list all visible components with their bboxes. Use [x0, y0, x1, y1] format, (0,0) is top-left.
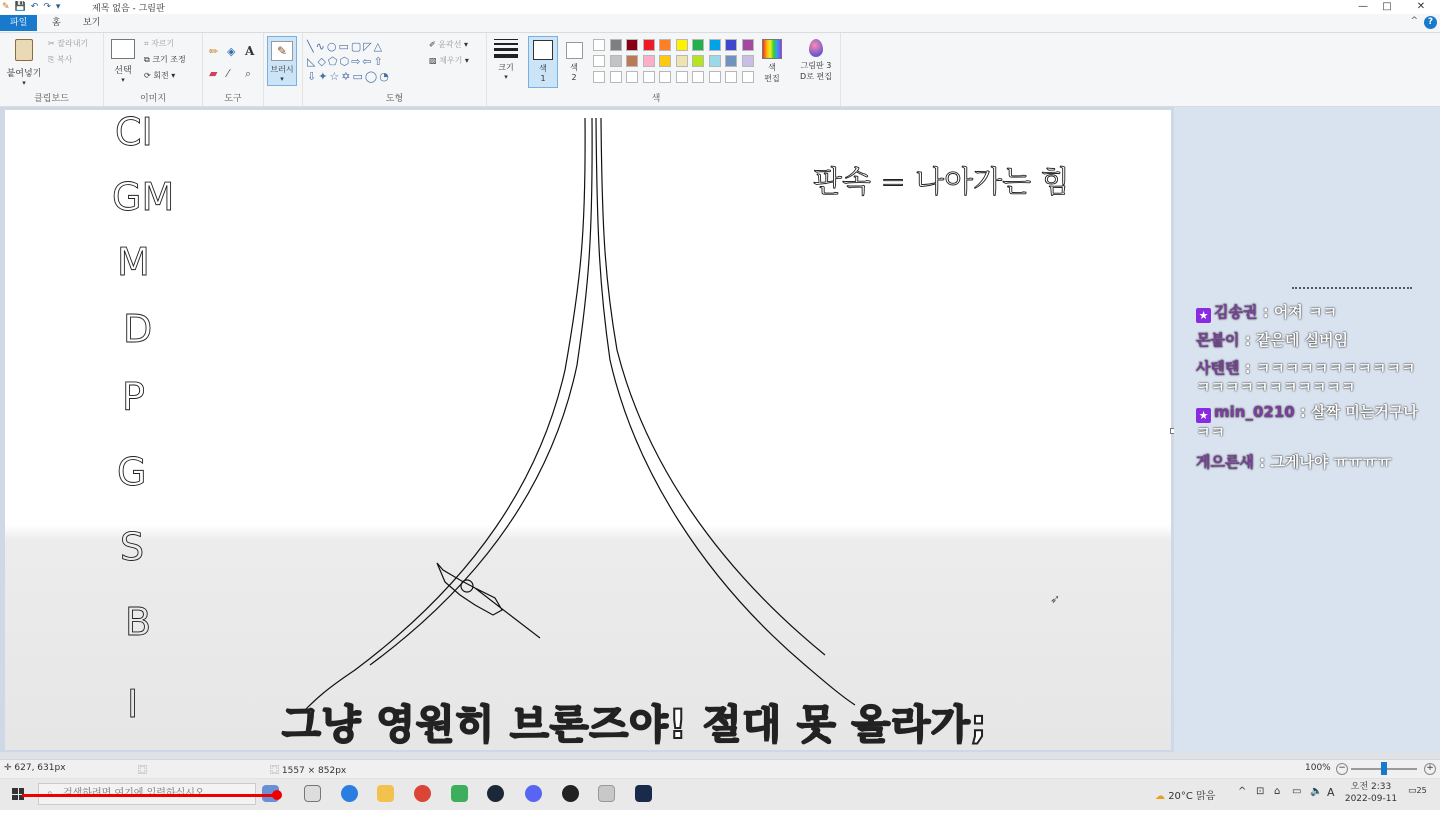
zoom-in-button[interactable]: + — [1424, 763, 1436, 775]
shapes-gallery[interactable] — [307, 39, 425, 85]
notification-button[interactable]: ▭25 — [1408, 786, 1427, 796]
chat-username: 사텐텐 — [1196, 359, 1240, 377]
selection-rectangle-icon — [111, 39, 135, 59]
cut-button[interactable]: ✂ 잘라내기 — [48, 39, 89, 48]
title-bar — [0, 0, 1440, 15]
color1-swatch — [533, 40, 553, 60]
palette-swatch[interactable] — [709, 71, 721, 83]
video-progress-handle[interactable] — [272, 790, 282, 800]
brush-icon: ✎ — [271, 41, 293, 61]
brushes-group — [264, 33, 303, 106]
size-group — [487, 33, 525, 106]
subscriber-badge-icon: ★ — [1196, 308, 1211, 323]
palette-swatch[interactable] — [593, 55, 605, 67]
fill-bucket-icon[interactable]: ◈ — [227, 45, 236, 58]
clock[interactable]: 오전 2:33 2022-09-11 — [1344, 782, 1398, 804]
chat-username: 김송권 — [1214, 303, 1258, 321]
chat-text: : 같은데 실버임 — [1239, 331, 1349, 349]
chat-username: 몬붙이 — [1196, 331, 1240, 349]
redo-icon[interactable]: ↷ — [43, 2, 51, 12]
eraser-icon[interactable]: ▰ — [209, 67, 218, 80]
edit-colors-button[interactable]: 색 편집 — [758, 39, 786, 84]
tools-group — [203, 33, 264, 106]
status-bar — [0, 759, 1440, 778]
obs-icon[interactable] — [562, 785, 579, 802]
palette-swatch[interactable] — [610, 71, 622, 83]
color-picker-icon[interactable]: ⁄ — [227, 67, 229, 80]
rank-letter: G — [117, 450, 147, 494]
clipboard-icon — [15, 39, 33, 61]
shape-row-3-icons: ⇩✦☆✡▭◯◔ — [307, 70, 391, 83]
palette-swatch[interactable] — [676, 55, 688, 67]
clipboard-group — [0, 33, 104, 106]
palette-swatch[interactable] — [659, 39, 671, 51]
magnifier-icon[interactable]: ⌕ — [245, 67, 252, 80]
crop-button[interactable]: ⌗ 자르기 — [144, 39, 175, 48]
edge-browser-icon[interactable] — [341, 785, 358, 802]
chat-text: : ㅋㅋㅋㅋㅋㅋㅋㅋㅋㅋㅋㅋㅋㅋㅋㅋㅋㅋㅋㅋㅋㅋ — [1196, 359, 1416, 396]
palette-swatch[interactable] — [709, 39, 721, 51]
copy-button[interactable]: ⎘ 복사 — [48, 55, 73, 64]
tab-home[interactable]: 홈 — [52, 18, 61, 28]
select-button[interactable]: 선택 ▾ — [110, 39, 136, 84]
chat-truncated-line — [1292, 287, 1412, 292]
text-tool-icon[interactable]: A — [245, 44, 255, 58]
rotate-icon: ⟳ — [144, 71, 154, 80]
video-progress-bar[interactable] — [22, 794, 277, 797]
tray-chevron-icon[interactable]: ^ — [1238, 786, 1247, 797]
doodle-car — [437, 563, 540, 638]
help-button[interactable]: ? — [1424, 16, 1437, 29]
zoom-out-button[interactable]: − — [1336, 763, 1348, 775]
palette-swatch[interactable] — [692, 39, 704, 51]
maximize-button[interactable]: □ — [1382, 1, 1392, 12]
palette-swatch[interactable] — [742, 39, 754, 51]
zoom-level: 100% — [1305, 763, 1331, 773]
customize-icon[interactable]: ▾ — [55, 2, 61, 12]
clipboard-label: 클립보드 — [34, 94, 69, 104]
palette-swatch[interactable] — [610, 55, 622, 67]
weather-widget[interactable]: ☁ 20°C 맑음 — [1155, 791, 1216, 802]
palette-swatch[interactable] — [593, 39, 605, 51]
color2-button[interactable]: 색 2 — [562, 39, 586, 87]
crosshair-icon: ✛ — [4, 763, 15, 773]
file-explorer-icon[interactable] — [377, 785, 394, 802]
drawing-layer — [5, 110, 1171, 750]
colors-group — [526, 33, 841, 106]
quick-access-toolbar — [2, 1, 60, 13]
shapes-label: 도형 — [385, 94, 404, 104]
rank-letter: I — [127, 682, 139, 726]
palette-swatch[interactable] — [692, 71, 704, 83]
chevron-down-icon: ▾ — [504, 73, 508, 81]
chat-message — [1196, 359, 1421, 397]
colors-label: 색 — [651, 94, 661, 104]
outline-icon: ✐ — [429, 40, 439, 49]
task-view-icon[interactable] — [304, 785, 321, 802]
fill-icon: ▨ — [429, 56, 440, 65]
palette-swatch[interactable] — [742, 55, 754, 67]
palette-swatch[interactable] — [659, 55, 671, 67]
line-width-icon — [494, 39, 518, 58]
palette-swatch[interactable] — [725, 39, 737, 51]
rank-letter: B — [125, 600, 152, 644]
chevron-down-icon: ▾ — [22, 79, 26, 87]
discord-icon[interactable] — [525, 785, 542, 802]
chevron-down-icon: ▾ — [121, 76, 125, 84]
outline-button[interactable]: ✐ 윤곽선 ▾ — [429, 40, 468, 49]
paste-button[interactable]: 붙여넣기 ▾ — [4, 37, 44, 89]
tab-file[interactable]: 파일 — [0, 15, 37, 31]
crop-icon: ⌗ — [144, 39, 152, 48]
curve-right-outer — [601, 118, 825, 655]
subscriber-badge-icon: ★ — [1196, 408, 1211, 423]
volume-icon[interactable]: 🔈 — [1310, 786, 1323, 797]
pencil-icon[interactable]: ✏ — [209, 45, 219, 58]
image-label: 이미지 — [139, 94, 167, 104]
chrome-browser-icon[interactable] — [414, 785, 431, 802]
chevron-down-icon: ▾ — [280, 75, 284, 83]
zoom-slider-thumb[interactable] — [1381, 762, 1387, 775]
paint-app-taskbar-icon[interactable] — [598, 785, 615, 802]
rank-letter: M — [117, 240, 150, 284]
color1-button[interactable]: 색 1 — [528, 36, 558, 88]
chat-panel — [1174, 107, 1440, 752]
resize-icon: ⧉ — [144, 55, 153, 64]
video-subtitle: 그냥 영원히 브론즈야! 절대 못 올라가; — [282, 702, 988, 748]
curve-right-inner — [596, 118, 855, 705]
steam-icon[interactable] — [487, 785, 504, 802]
palette-swatch[interactable] — [610, 39, 622, 51]
chat-text: : 어져 ㅋㅋ — [1257, 303, 1338, 321]
display-icon[interactable]: ▭ — [1292, 786, 1302, 797]
chat-message — [1196, 453, 1421, 472]
palette-swatch[interactable] — [725, 55, 737, 67]
palette-swatch[interactable] — [709, 55, 721, 67]
palette-swatch[interactable] — [643, 55, 655, 67]
close-button[interactable]: ✕ — [1416, 1, 1426, 12]
palette-swatch[interactable] — [643, 39, 655, 51]
curve-left-inner — [370, 118, 592, 665]
palette-swatch[interactable] — [626, 71, 638, 83]
palette-swatch[interactable] — [676, 39, 688, 51]
canvas-workspace — [0, 107, 1174, 752]
ribbon — [0, 33, 1440, 107]
tab-view[interactable]: 보기 — [83, 18, 101, 28]
rank-letter: D — [123, 307, 153, 351]
size-button[interactable]: 크기 ▾ — [491, 39, 521, 81]
palette-swatch[interactable] — [725, 71, 737, 83]
copy-icon: ⎘ — [48, 55, 57, 64]
cursor-position: ✛ 627, 631px — [4, 763, 66, 773]
chat-username: 게으른새 — [1196, 453, 1254, 471]
color2-swatch — [566, 42, 583, 59]
paint-app-icon: ✎ — [2, 2, 10, 12]
canvas-note: 판속 = 나아가는 힘 — [813, 165, 1070, 200]
minimize-button[interactable]: — — [1358, 1, 1368, 12]
rotate-button[interactable]: ⟳ 회전 ▾ — [144, 71, 176, 80]
palette-swatch[interactable] — [692, 55, 704, 67]
weather-icon: ☁ — [1155, 791, 1169, 802]
chat-app-icon[interactable] — [451, 785, 468, 802]
shape-row-1-icons: ╲∿○▭▢◸△ — [307, 40, 385, 53]
selection-size-icon: ⿴ — [138, 766, 148, 776]
chat-message — [1196, 331, 1421, 350]
notification-icon: ▭ — [1408, 786, 1417, 796]
drawing-canvas[interactable] — [5, 110, 1171, 750]
paint3d-icon — [809, 39, 823, 57]
window-title: 제목 없음 - 그림판 — [92, 4, 165, 14]
chat-message — [1196, 403, 1421, 442]
tools-label: 도구 — [224, 94, 242, 104]
ribbon-tabs — [0, 14, 1440, 33]
chat-message — [1196, 303, 1421, 323]
fill-button[interactable]: ▨ 채우기 ▾ — [429, 56, 469, 65]
rank-letter: P — [122, 375, 145, 419]
brushes-button[interactable]: ✎ 브러시 ▾ — [267, 36, 297, 86]
palette-swatch[interactable] — [593, 71, 605, 83]
resize-button[interactable]: ⧉ 크기 조정 — [144, 55, 186, 64]
canvas-size: ⿴ 1557 × 852px — [270, 766, 347, 776]
save-icon[interactable]: 💾 — [14, 2, 26, 12]
league-client-icon[interactable] — [635, 785, 652, 802]
rank-letter: CI — [115, 110, 153, 154]
image-group — [104, 33, 203, 106]
palette-swatch[interactable] — [676, 71, 688, 83]
network-icon[interactable]: ⊡ — [1256, 786, 1265, 797]
palette-swatch[interactable] — [659, 71, 671, 83]
mouse-cursor-icon: ➶ — [1050, 592, 1061, 606]
undo-icon[interactable]: ↶ — [30, 2, 39, 12]
palette-swatch[interactable] — [643, 71, 655, 83]
paint3d-button[interactable]: 그림판 3 D로 편집 — [794, 39, 838, 82]
rank-letter: GM — [112, 175, 175, 219]
input-language[interactable]: A — [1327, 786, 1335, 799]
rank-letter: S — [120, 525, 145, 569]
palette-swatch[interactable] — [742, 71, 754, 83]
rainbow-icon — [762, 39, 782, 59]
chat-text: : 살짝 미는거구나 ㅋㅋ — [1196, 403, 1418, 441]
collapse-ribbon-button[interactable]: ^ — [1410, 16, 1418, 26]
shapes-group — [303, 33, 487, 106]
canvas-size-icon: ⿴ — [270, 766, 282, 776]
palette-swatch[interactable] — [626, 39, 638, 51]
rank-letters — [112, 110, 174, 726]
color-palette — [593, 39, 763, 87]
video-player-strip — [0, 810, 1440, 818]
shape-row-2-icons: ◺◇⬠⬡⇨⇦⇧ — [307, 55, 385, 68]
scissors-icon: ✂ — [48, 39, 58, 48]
palette-swatch[interactable] — [626, 55, 638, 67]
chat-text: : 그게나야 ㅠㅠㅠㅠ — [1253, 453, 1392, 471]
curve-left-outer — [305, 118, 585, 710]
chat-username: min_0210 — [1214, 403, 1295, 421]
usb-icon[interactable]: ⌂ — [1274, 786, 1281, 797]
